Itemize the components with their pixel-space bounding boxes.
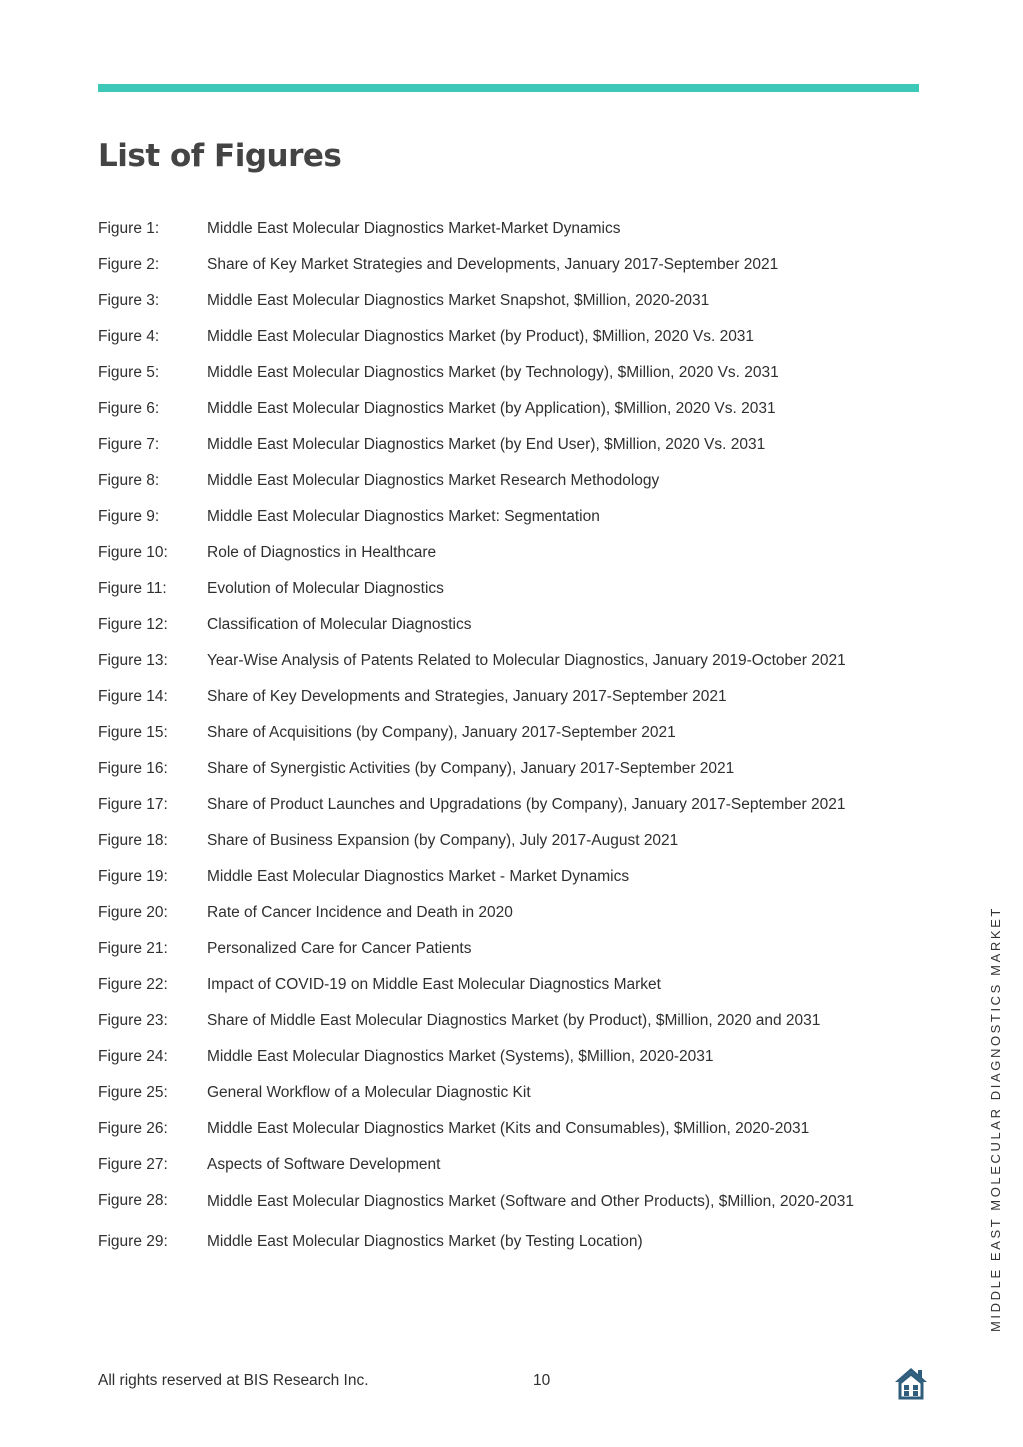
list-item[interactable] [98,578,928,600]
figure-title: Middle East Molecular Diagnostics Market (by Technology), $Million, 2020 Vs. 2031 [207,364,779,381]
figure-number: Figure 12: [98,616,168,633]
figure-title: Year-Wise Analysis of Patents Related to Molecular Diagnostics, January 2019-October 2021 [207,652,846,669]
figure-number: Figure 6: [98,400,160,417]
figure-title: Middle East Molecular Diagnostics Market-Market Dynamics [207,220,621,237]
list-item[interactable] [98,434,928,456]
figure-title: Middle East Molecular Diagnostics Market (Software and Other Products), $Million, 2020-2031 [207,1193,854,1210]
list-item[interactable] [98,290,928,312]
figure-number: Figure 24: [98,1048,168,1065]
figure-number: Figure 26: [98,1120,168,1137]
list-item[interactable] [98,722,928,744]
figure-title: Rate of Cancer Incidence and Death in 2020 [207,904,513,921]
figure-number: Figure 23: [98,1012,168,1029]
figure-number: Figure 2: [98,256,160,273]
figure-title: General Workflow of a Molecular Diagnostic Kit [207,1084,531,1101]
list-item[interactable] [98,902,928,924]
figure-title: Middle East Molecular Diagnostics Market (by Application), $Million, 2020 Vs. 2031 [207,400,776,417]
list-item[interactable] [98,362,928,384]
figure-title: Middle East Molecular Diagnostics Market (by Product), $Million, 2020 Vs. 2031 [207,328,755,345]
page-title: List of Figures [98,138,342,174]
figure-title: Middle East Molecular Diagnostics Market - Market Dynamics [207,868,630,885]
list-item[interactable] [98,1082,928,1104]
list-item[interactable] [98,254,928,276]
figure-list [98,218,928,1267]
header-accent-rule [98,84,919,92]
list-item[interactable] [98,974,928,996]
figure-title: Middle East Molecular Diagnostics Market (Systems), $Million, 2020-2031 [207,1048,714,1065]
page-number: 10 [533,1372,551,1389]
list-item[interactable] [98,758,928,780]
list-item[interactable] [98,830,928,852]
figure-title: Middle East Molecular Diagnostics Market Research Methodology [207,472,660,489]
figure-number: Figure 9: [98,508,160,525]
list-item[interactable] [98,794,928,816]
figure-title: Personalized Care for Cancer Patients [207,940,472,957]
list-item[interactable] [98,650,928,672]
figure-title: Middle East Molecular Diagnostics Market Snapshot, $Million, 2020-2031 [207,292,710,309]
figure-number: Figure 21: [98,940,168,957]
figure-title: Middle East Molecular Diagnostics Market (by Testing Location) [207,1233,643,1250]
figure-number: Figure 25: [98,1084,168,1101]
list-item[interactable] [98,398,928,420]
figure-title: Role of Diagnostics in Healthcare [207,544,437,561]
figure-number: Figure 17: [98,796,168,813]
figure-number: Figure 4: [98,328,160,345]
list-item[interactable] [98,614,928,636]
figure-number: Figure 14: [98,688,168,705]
figure-title: Share of Middle East Molecular Diagnostics Market (by Product), $Million, 2020 and 2031 [207,1012,821,1029]
figure-title: Middle East Molecular Diagnostics Market (Kits and Consumables), $Million, 2020-2031 [207,1120,810,1137]
figure-number: Figure 5: [98,364,160,381]
list-item[interactable] [98,1190,928,1217]
figure-number: Figure 7: [98,436,160,453]
footer-copyright: All rights reserved at BIS Research Inc. [98,1372,369,1389]
figure-title: Share of Synergistic Activities (by Company), January 2017-September 2021 [207,760,735,777]
figure-number: Figure 22: [98,976,168,993]
list-item[interactable] [98,1154,928,1176]
figure-number: Figure 13: [98,652,168,669]
figure-number: Figure 19: [98,868,168,885]
figure-title: Evolution of Molecular Diagnostics [207,580,444,597]
figure-number: Figure 1: [98,220,160,237]
list-item[interactable] [98,506,928,528]
figure-number: Figure 8: [98,472,160,489]
list-item[interactable] [98,1118,928,1140]
figure-title: Share of Product Launches and Upgradations (by Company), January 2017-September 2021 [207,796,846,813]
list-item[interactable] [98,938,928,960]
figure-title: Middle East Molecular Diagnostics Market (by End User), $Million, 2020 Vs. 2031 [207,436,766,453]
figure-number: Figure 20: [98,904,168,921]
figure-title: Classification of Molecular Diagnostics [207,616,472,633]
side-label: MIDDLE EAST MOLECULAR DIAGNOSTICS MARKET [988,906,1003,1332]
list-item[interactable] [98,1231,928,1253]
list-item[interactable] [98,218,928,240]
figure-title: Impact of COVID-19 on Middle East Molecular Diagnostics Market [207,976,661,993]
figure-number: Figure 15: [98,724,168,741]
figure-title: Aspects of Software Development [207,1156,441,1173]
list-item[interactable] [98,470,928,492]
figure-title: Share of Key Developments and Strategies, January 2017-September 2021 [207,688,727,705]
figure-title: Share of Acquisitions (by Company), January 2017-September 2021 [207,724,676,741]
list-item[interactable] [98,326,928,348]
list-item[interactable] [98,866,928,888]
list-item[interactable] [98,686,928,708]
figure-title: Share of Key Market Strategies and Developments, January 2017-September 2021 [207,256,779,273]
figure-number: Figure 3: [98,292,160,309]
list-item[interactable] [98,542,928,564]
home-icon[interactable] [893,1366,929,1400]
figure-number: Figure 16: [98,760,168,777]
figure-title: Middle East Molecular Diagnostics Market: Segmentation [207,508,600,525]
figure-number: Figure 27: [98,1156,168,1173]
figure-number: Figure 28: [98,1192,168,1209]
list-item[interactable] [98,1046,928,1068]
figure-number: Figure 10: [98,544,168,561]
figure-number: Figure 18: [98,832,168,849]
list-item[interactable] [98,1010,928,1032]
figure-number: Figure 29: [98,1233,168,1250]
figure-title: Share of Business Expansion (by Company), July 2017-August 2021 [207,832,679,849]
figure-number: Figure 11: [98,580,167,597]
